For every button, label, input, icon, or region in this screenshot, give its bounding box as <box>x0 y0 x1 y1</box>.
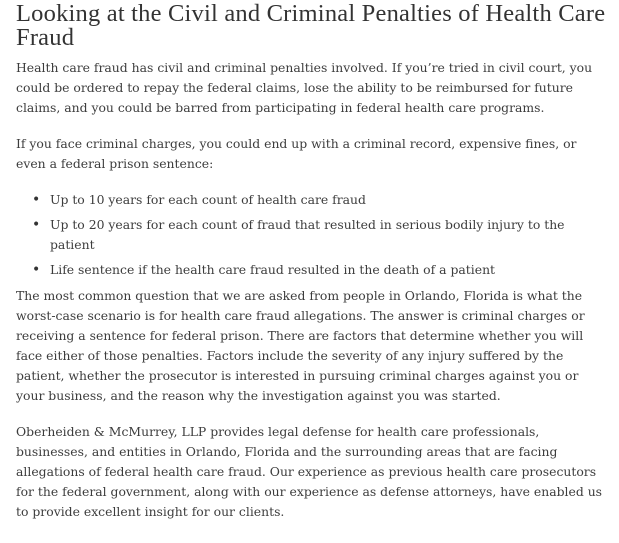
paragraph-criminal-charges: If you face criminal charges, you could end up with a criminal record, expensive fines, or even a federal prison sentence: <box>16 136 577 171</box>
paragraph-civil-penalties: Health care fraud has civil and criminal penalties involved. If you’re tried in civil court, you could be ordered to repay the federal claims, lose the ability to be reimbursed for future claims, and you could be barred from participating in federal health care programs. <box>16 60 593 115</box>
list-item <box>32 260 606 280</box>
bullet-icon: • <box>32 192 41 208</box>
list-item-text: Up to 10 years for each count of health care fraud <box>50 192 366 207</box>
article-title: Looking at the Civil and Criminal Penalties of Health Care Fraud <box>16 0 606 51</box>
list-item-text: Up to 20 years for each count of fraud that resulted in serious bodily injury to the patient <box>50 217 565 252</box>
list-item <box>32 215 606 255</box>
paragraph-worst-case: The most common question that we are asked from people in Orlando, Florida is what the worst-case scenario is for health care fraud allegations. The answer is criminal charges or receiving a sentence for federal prison. There are factors that determine whether you will face either of those penalties. Factors include the severity of any injury suffered by the patient, whether the prosecutor is interested in pursuing criminal charges against you or your business, and the reason why the investigation against you was started. <box>16 288 585 403</box>
list-item <box>32 190 606 210</box>
paragraph-firm-description: Oberheiden & McMurrey, LLP provides legal defense for health care professionals, businesses, and entities in Orlando, Florida and the surrounding areas that are facing allegations of federal health care fraud. Our experience as previous health care prosecutors for the federal government, along with our experience as defense attorneys, have enabled us to provide excellent insight for our clients. <box>16 424 603 519</box>
article <box>16 2 606 538</box>
penalties-list <box>16 190 606 280</box>
bullet-icon: • <box>32 262 41 278</box>
list-item-text: Life sentence if the health care fraud resulted in the death of a patient <box>50 262 496 277</box>
bullet-icon: • <box>32 217 41 233</box>
